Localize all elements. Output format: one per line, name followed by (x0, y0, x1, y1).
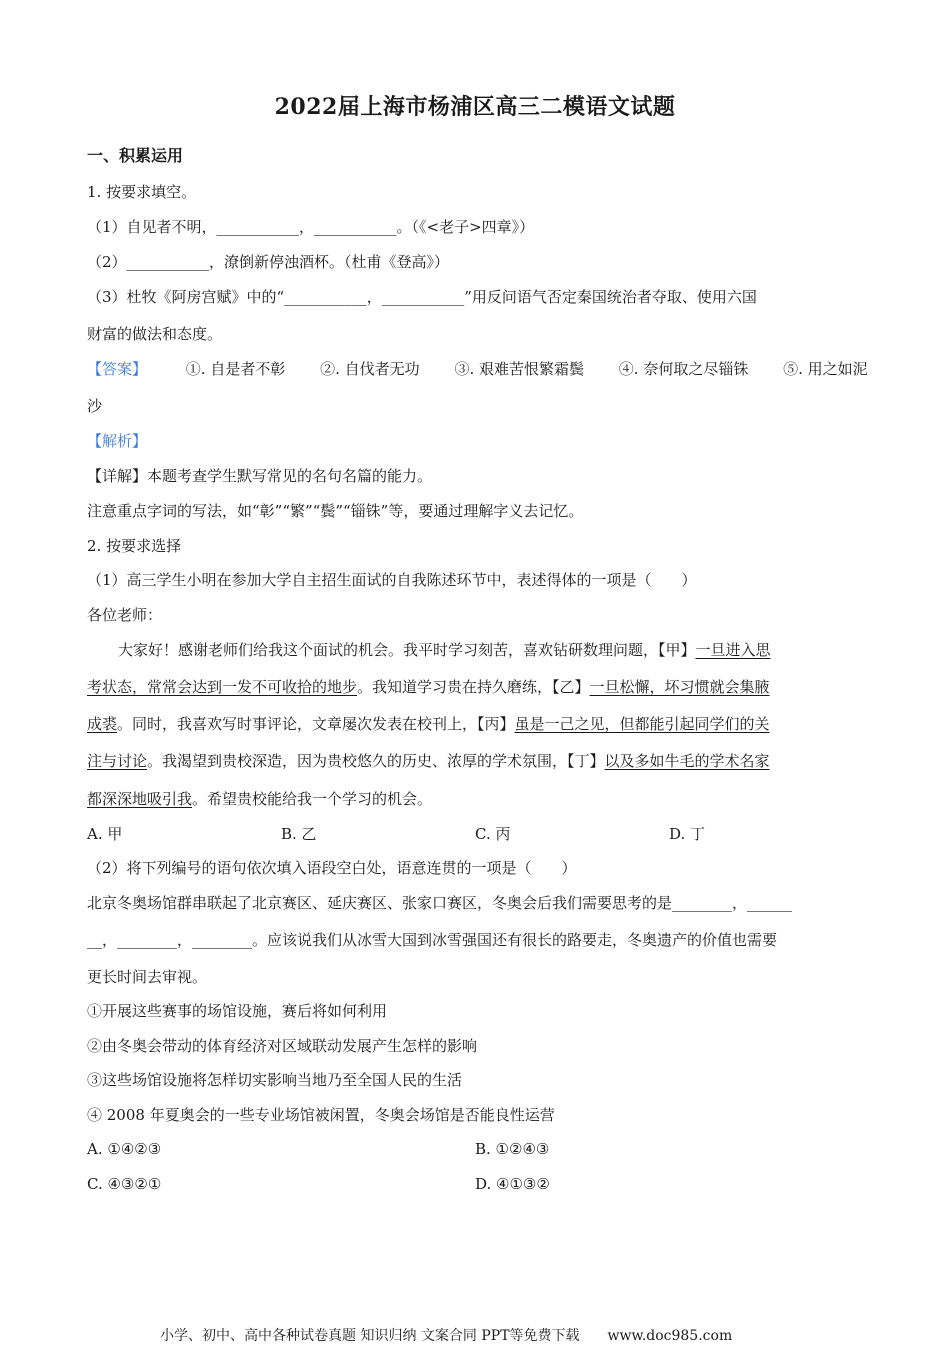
list-item: ②由冬奥会带动的体育经济对区域联动发展产生怎样的影响 (87, 1037, 478, 1055)
answer-item: ③. 艰难苦恨繁霜鬓 (454, 360, 584, 378)
list-item: ④ 2008 年夏奥会的一些专业场馆被闲置，冬奥会场馆是否能良性运营 (87, 1106, 555, 1124)
q1-sub3-line2: 财富的做法和态度。 (87, 325, 223, 343)
q2-stem: 2. 按要求选择 (87, 537, 182, 555)
greeting: 各位老师： (87, 606, 163, 624)
page-footer: 小学、初中、高中各种试卷真题 知识归纳 文案合同 PPT等免费下载 www.doc985.com (160, 1328, 733, 1344)
page-title: 2022届上海市杨浦区高三二模语文试题 (274, 94, 676, 120)
passage-line: 北京冬奥场馆群串联起了北京赛区、延庆赛区、张家口赛区，冬奥会后我们需要思考的是________，______ (87, 894, 793, 912)
option-c[interactable]: C. 丙 (475, 825, 511, 843)
passage-text: 。我知道学习贵在持久磨练，【乙】 (357, 678, 590, 696)
list-item: ③这些场馆设施将怎样切实影响当地乃至全国人民的生活 (87, 1071, 463, 1089)
passage-line (87, 789, 432, 809)
q2-sub1: （1）高三学生小明在参加大学自主招生面试的自我陈述环节中，表述得体的一项是（ ） (87, 571, 697, 589)
passage-line (118, 640, 771, 660)
option-a[interactable]: A. ①④②③ (87, 1140, 162, 1158)
passage-line (87, 751, 770, 771)
option-c[interactable]: C. ④③②① (87, 1175, 162, 1193)
answer-item: ⑤. 用之如泥 (783, 360, 868, 378)
answer-tag: 【答案】 (87, 360, 148, 378)
underlined-text: 虽是一己之见，但都能引起同学们的关 (514, 715, 770, 733)
answer-item: ④. 奈何取之尽锱铢 (618, 360, 749, 378)
analysis-tag: 【解析】 (87, 432, 148, 450)
passage-text: 。同时，我喜欢写时事评论，文章屡次发表在校刊上，【丙】 (117, 715, 515, 733)
section-heading: 一、积累运用 (87, 146, 184, 165)
q1-answer-row (87, 359, 868, 379)
option-d[interactable]: D. 丁 (669, 825, 706, 843)
q1-sub3-line1: （3）杜牧《阿房宫赋》中的“___________，___________”用反问语气否定秦国统治者夺取、使用六国 (87, 288, 757, 306)
passage-line (87, 714, 770, 734)
q1-sub1: （1）自见者不明，___________，___________。（《<老子>四章》） (87, 218, 535, 236)
answer-continued: 沙 (87, 397, 103, 415)
underlined-text: 以及多如牛毛的学术名家 (604, 752, 770, 770)
underlined-text: 一旦进入思 (695, 641, 771, 659)
detail-line: 【详解】本题考查学生默写常见的名句名篇的能力。 (87, 467, 433, 485)
passage-line: 更长时间去审视。 (87, 968, 208, 986)
underlined-text: 注与讨论 (87, 752, 148, 770)
passage-text: 。希望贵校能给我一个学习的机会。 (192, 790, 433, 808)
underlined-text: 考状态，常常会达到一发不可收拾的地步 (87, 678, 358, 696)
q1-stem: 1. 按要求填空。 (87, 183, 197, 201)
option-d[interactable]: D. ④①③② (475, 1175, 550, 1193)
underlined-text: 成裘 (87, 715, 118, 733)
underlined-text: 都深深地吸引我 (87, 790, 193, 808)
q1-sub2: （2）___________，潦倒新停浊酒杯。（杜甫《登高》） (87, 253, 450, 271)
option-a[interactable]: A. 甲 (87, 825, 123, 843)
underlined-text: 一旦松懈，坏习惯就会集腋 (589, 678, 770, 696)
passage-line: __，________，________。应该说我们从冰雪大国到冰雪强国还有很长的路要走，冬奥遗产的价值也需要 (87, 931, 778, 949)
passage-text: 大家好！感谢老师们给我这个面试的机会。我平时学习刻苦，喜欢钻研数理问题，【甲】 (118, 641, 696, 659)
passage-line (87, 677, 770, 697)
list-item: ①开展这些赛事的场馆设施，赛后将如何利用 (87, 1002, 388, 1020)
option-b[interactable]: B. ①②④③ (475, 1140, 550, 1158)
passage-text: 。我渴望到贵校深造，因为贵校悠久的历史、浓厚的学术氛围，【丁】 (147, 752, 605, 770)
option-b[interactable]: B. 乙 (281, 825, 317, 843)
q2-sub2: （2）将下列编号的语句依次填入语段空白处，语意连贯的一项是（ ） (87, 859, 577, 877)
answer-item: ①. 自是者不彰 (185, 360, 286, 378)
detail-line: 注意重点字词的写法，如“彰”“繁”“鬓”“锱铢”等，要通过理解字义去记忆。 (87, 502, 584, 520)
answer-item: ②. 自伐者无功 (320, 360, 420, 378)
